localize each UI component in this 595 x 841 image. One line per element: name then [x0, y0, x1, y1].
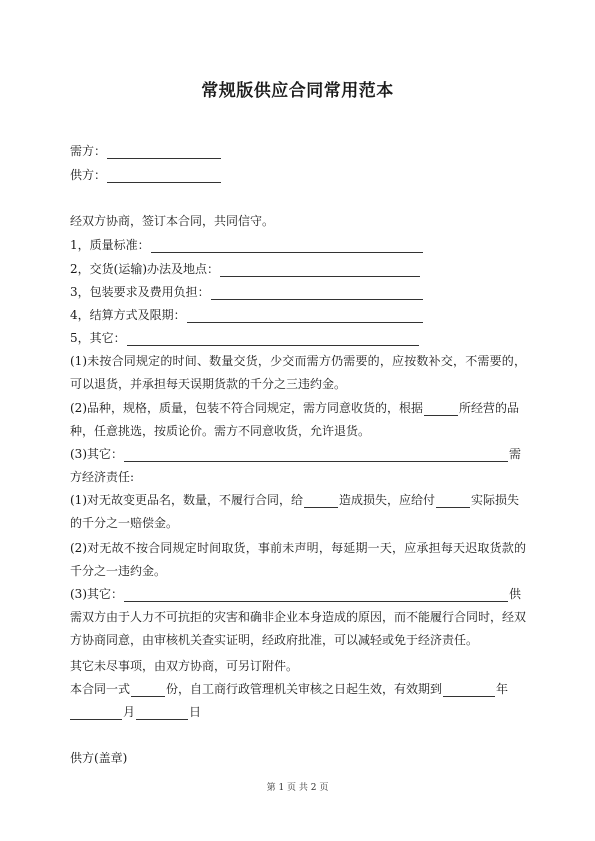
supplier-liability-2-text-a: (2)品种，规格，质量，包装不符合同规定，需方同意收货的，根据 [70, 401, 424, 415]
clause-1 [70, 237, 424, 253]
validity-text-b: 份，自工商行政管理机关审核之日起生效，有效期到 [166, 682, 443, 696]
validity-line-1 [70, 681, 508, 697]
supplier-liability-1-line-2: 可以退货，并承担每天误期货款的千分之三违约金。 [70, 377, 347, 391]
buyer-line [70, 143, 222, 159]
clause-4-blank[interactable] [187, 309, 423, 323]
clause-2-blank[interactable] [220, 263, 420, 277]
validity-text-a: 本合同一式 [70, 682, 131, 696]
force-majeure-line-1: 需双方由于人力不可抗拒的灾害和确非企业本身造成的原因，而不能履行合同时，经双 [70, 610, 527, 624]
document-title: 常规版供应合同常用范本 [201, 81, 394, 101]
supplier-liability-3-blank[interactable] [124, 448, 508, 462]
supplier-liability-2-line-1 [70, 400, 519, 416]
clause-5 [70, 330, 420, 346]
buyer-liability-1-text-c: 实际损失 [471, 493, 520, 507]
supplier-liability-3-tail: 需 [509, 447, 522, 461]
supplier-line [70, 167, 222, 183]
clause-5-blank[interactable] [127, 332, 419, 346]
intro-text: 经双方协商，签订本合同，共同信守。 [70, 214, 275, 228]
supplier-liability-1-line-1: (1)未按合同规定的时间、数量交货，少交而需方仍需要的，应按数补交，不需要的， [70, 354, 526, 368]
buyer-blank[interactable] [107, 145, 221, 159]
buyer-liability-1-line-1 [70, 492, 519, 508]
clause-1-blank[interactable] [151, 239, 423, 253]
supplier-blank[interactable] [107, 169, 221, 183]
clause-2-label: 2，交货(运输)办法及地点： [70, 262, 219, 276]
supplier-liability-2-text-b: 所经营的品 [459, 401, 520, 415]
buyer-liability-3-label: (3)其它： [70, 587, 123, 601]
buyer-liability-heading: 方经济责任: [70, 470, 135, 484]
buyer-liability-1-blank-2[interactable] [436, 494, 470, 508]
day-blank[interactable] [136, 706, 188, 720]
validity-text-e: 日 [189, 705, 202, 719]
buyer-liability-2-line-1: (2)对无故不按合同规定时间取货，事前未声明，每延期一天，应承担每天迟取货款的 [70, 541, 526, 555]
validity-line-2 [70, 704, 201, 720]
validity-text-c: 年 [496, 682, 509, 696]
clause-2 [70, 261, 421, 277]
buyer-liability-3-blank[interactable] [124, 588, 508, 602]
validity-text-d: 月 [123, 705, 136, 719]
clause-4-label: 4，结算方式及限期： [70, 308, 186, 322]
other-matters: 其它未尽事项，由双方协商，可另订附件。 [70, 659, 299, 673]
year-blank[interactable] [443, 683, 495, 697]
clause-1-label: 1，质量标准： [70, 238, 150, 252]
supplier-seal-label: 供方(盖章) [70, 751, 128, 765]
buyer-liability-1-blank-1[interactable] [304, 494, 338, 508]
clause-3-blank[interactable] [211, 286, 423, 300]
clause-4 [70, 307, 424, 323]
buyer-label: 需方： [70, 144, 107, 158]
supplier-liability-2-blank[interactable] [424, 402, 458, 416]
month-blank[interactable] [70, 706, 122, 720]
force-majeure-line-2: 方协商同意，由审核机关查实证明，经政府批准，可以减轻或免于经济责任。 [70, 633, 479, 647]
buyer-liability-3 [70, 586, 521, 602]
clause-3 [70, 284, 424, 300]
supplier-liability-2-line-2: 种，任意挑选，按质论价。需方不同意收货，允许退货。 [70, 424, 371, 438]
supplier-liability-3-label: (3)其它： [70, 447, 123, 461]
buyer-liability-3-tail: 供 [509, 587, 522, 601]
clause-3-label: 3，包装要求及费用负担： [70, 285, 210, 299]
buyer-liability-1-line-2: 的千分之一赔偿金。 [70, 516, 179, 530]
supplier-label: 供方： [70, 168, 107, 182]
buyer-liability-1-text-a: (1)对无故变更品名，数量，不履行合同，给 [70, 493, 303, 507]
buyer-liability-2-line-2: 千分之一违约金。 [70, 564, 167, 578]
page-footer: 第 1 页 共 2 页 [266, 783, 329, 793]
supplier-liability-3 [70, 446, 521, 462]
copies-blank[interactable] [131, 683, 165, 697]
buyer-liability-1-text-b: 造成损失，应给付 [339, 493, 436, 507]
clause-5-label: 5，其它： [70, 331, 126, 345]
